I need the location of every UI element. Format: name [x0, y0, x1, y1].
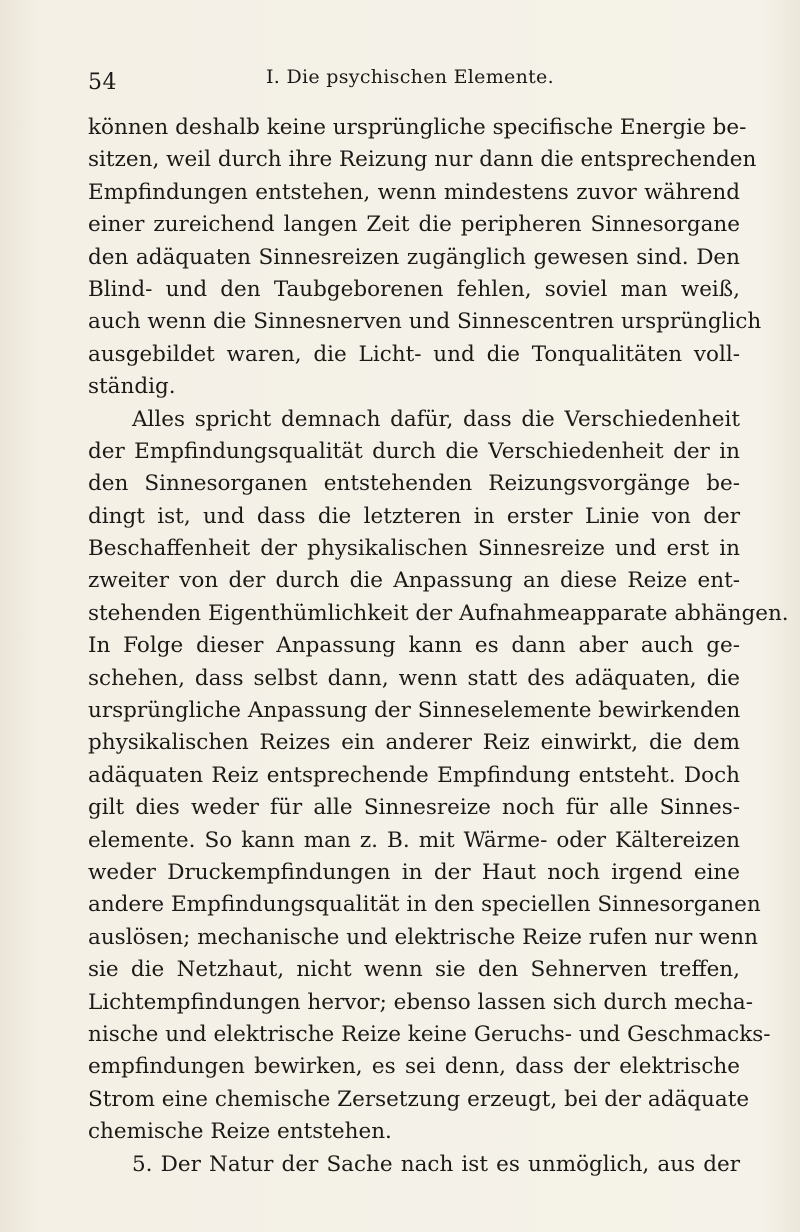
text-line: gilt dies weder für alle Sinnesreize noch für alle Sinnes- — [88, 795, 740, 821]
text-line: sie die Netzhaut, nicht wenn sie den Sehnerven treffen, — [88, 957, 740, 983]
text-line: elemente. So kann man z. B. mit Wärme- oder Kältereizen — [88, 827, 740, 853]
text-line: Beschaffenheit der physikalischen Sinnesreize und erst in — [88, 536, 740, 562]
text-line: Blind- und den Taubgeborenen fehlen, soviel man weiß, — [88, 276, 740, 302]
text-line: ursprüngliche Anpassung der Sinneselemente bewirkenden — [88, 698, 741, 724]
text-line: auch wenn die Sinnesnerven und Sinnescentren ursprünglich — [88, 309, 762, 335]
text-line: auslösen; mechanische und elektrische Reize rufen nur wenn — [88, 924, 758, 950]
text-line: einer zureichend langen Zeit die peripheren Sinnesorgane — [88, 212, 740, 238]
text-line: zweiter von der durch die Anpassung an diese Reize ent- — [88, 568, 740, 594]
text-line: der Empfindungsqualität durch die Verschiedenheit der in — [88, 438, 740, 464]
text-line: dingt ist, und dass die letzteren in erster Linie von der — [88, 503, 740, 529]
text-line: weder Druckempfindungen in der Haut noch irgend eine — [88, 859, 740, 885]
text-line: Lichtempfindungen hervor; ebenso lassen sich durch mecha- — [88, 989, 754, 1015]
text-line: sitzen, weil durch ihre Reizung nur dann die entsprechenden — [88, 147, 757, 173]
text-line: ständig. — [88, 374, 176, 400]
page-header — [88, 64, 748, 94]
text-line: nische und elektrische Reize keine Geruchs- und Geschmacks- — [88, 1021, 771, 1047]
running-head: I. Die psychischen Elemente. — [266, 66, 554, 88]
text-line: ausgebildet waren, die Licht- und die Tonqualitäten voll- — [88, 341, 740, 367]
text-line: In Folge dieser Anpassung kann es dann aber auch ge- — [88, 633, 740, 659]
paragraph-start-line: Alles spricht demnach dafür, dass die Verschiedenheit — [132, 406, 740, 432]
text-line: Empfindungen entstehen, wenn mindestens zuvor während — [88, 179, 740, 205]
page-number: 54 — [88, 70, 117, 95]
body-text — [88, 112, 789, 1181]
text-line: chemische Reize entstehen. — [88, 1119, 392, 1145]
text-line: schehen, dass selbst dann, wenn statt des adäquaten, die — [88, 665, 740, 691]
text-line: physikalischen Reizes ein anderer Reiz einwirkt, die dem — [88, 730, 740, 756]
text-line: den adäquaten Sinnesreizen zugänglich gewesen sind. Den — [88, 244, 740, 270]
text-line: können deshalb keine ursprüngliche specifische Energie be- — [88, 115, 747, 140]
text-line: adäquaten Reiz entsprechende Empfindung entsteht. Doch — [88, 762, 740, 788]
text-line: Strom eine chemische Zersetzung erzeugt, bei der adäquate — [88, 1086, 750, 1112]
text-line: den Sinnesorganen entstehenden Reizungsvorgänge be- — [88, 471, 740, 497]
text-line: andere Empfindungsqualität in den speciellen Sinnesorganen — [88, 892, 761, 918]
text-line: empfindungen bewirken, es sei denn, dass der elektrische — [88, 1054, 740, 1080]
text-line: stehenden Eigenthümlichkeit der Aufnahmeapparate abhängen. — [88, 600, 789, 626]
paragraph-start-line: 5. Der Natur der Sache nach ist es unmöglich, aus der — [132, 1151, 740, 1177]
